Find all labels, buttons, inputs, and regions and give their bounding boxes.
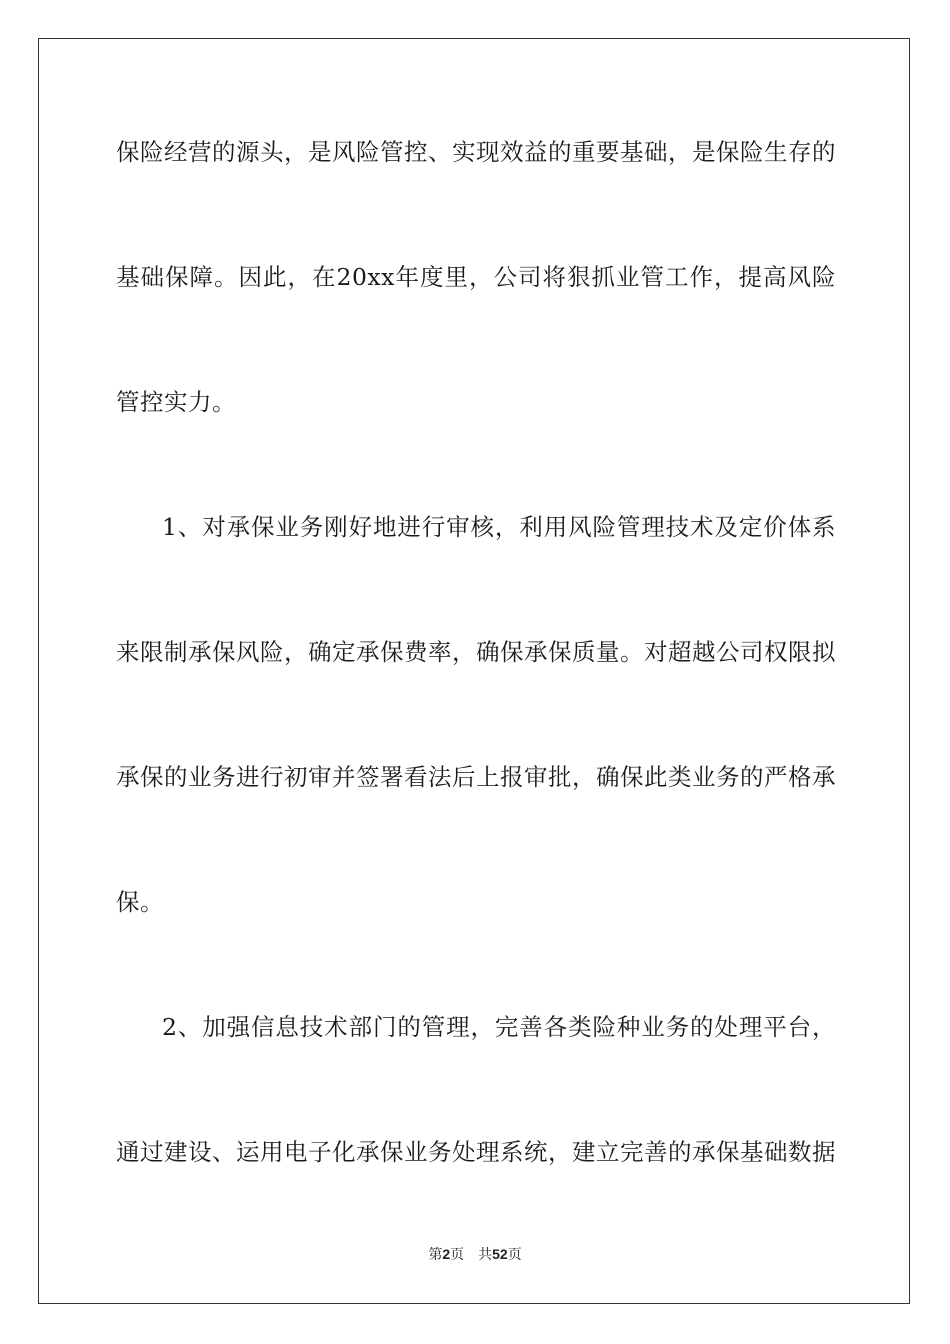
total-pages: 52 xyxy=(492,1246,508,1262)
page-prefix: 第 xyxy=(428,1247,443,1263)
page-suffix: 页 xyxy=(450,1247,465,1263)
body-line-8: 2、加强信息技术部门的管理，完善各类险种业务的处理平台， xyxy=(162,1013,836,1041)
body-line-3: 管控实力。 xyxy=(116,388,236,416)
body-line-9: 通过建设、运用电子化承保业务处理系统，建立完善的承保基础数据 xyxy=(116,1138,836,1166)
body-line-4: 1、对承保业务刚好地进行审核，利用风险管理技术及定价体系 xyxy=(162,513,836,541)
body-line-2: 基础保障。因此，在20xx年度里，公司将狠抓业管工作，提高风险 xyxy=(116,263,836,291)
page-footer xyxy=(0,1245,950,1264)
total-suffix: 页 xyxy=(507,1247,522,1263)
body-line-6: 承保的业务进行初审并签署看法后上报审批，确保此类业务的严格承 xyxy=(116,763,836,791)
total-prefix: 共 xyxy=(478,1247,493,1263)
page-number: 2 xyxy=(442,1246,451,1262)
body-line-5: 来限制承保风险，确定承保费率，确保承保质量。对超越公司权限拟 xyxy=(116,638,836,666)
body-line-1: 保险经营的源头，是风险管控、实现效益的重要基础，是保险生存的 xyxy=(116,138,836,166)
body-line-7: 保。 xyxy=(116,888,164,916)
page-border xyxy=(38,38,910,1304)
